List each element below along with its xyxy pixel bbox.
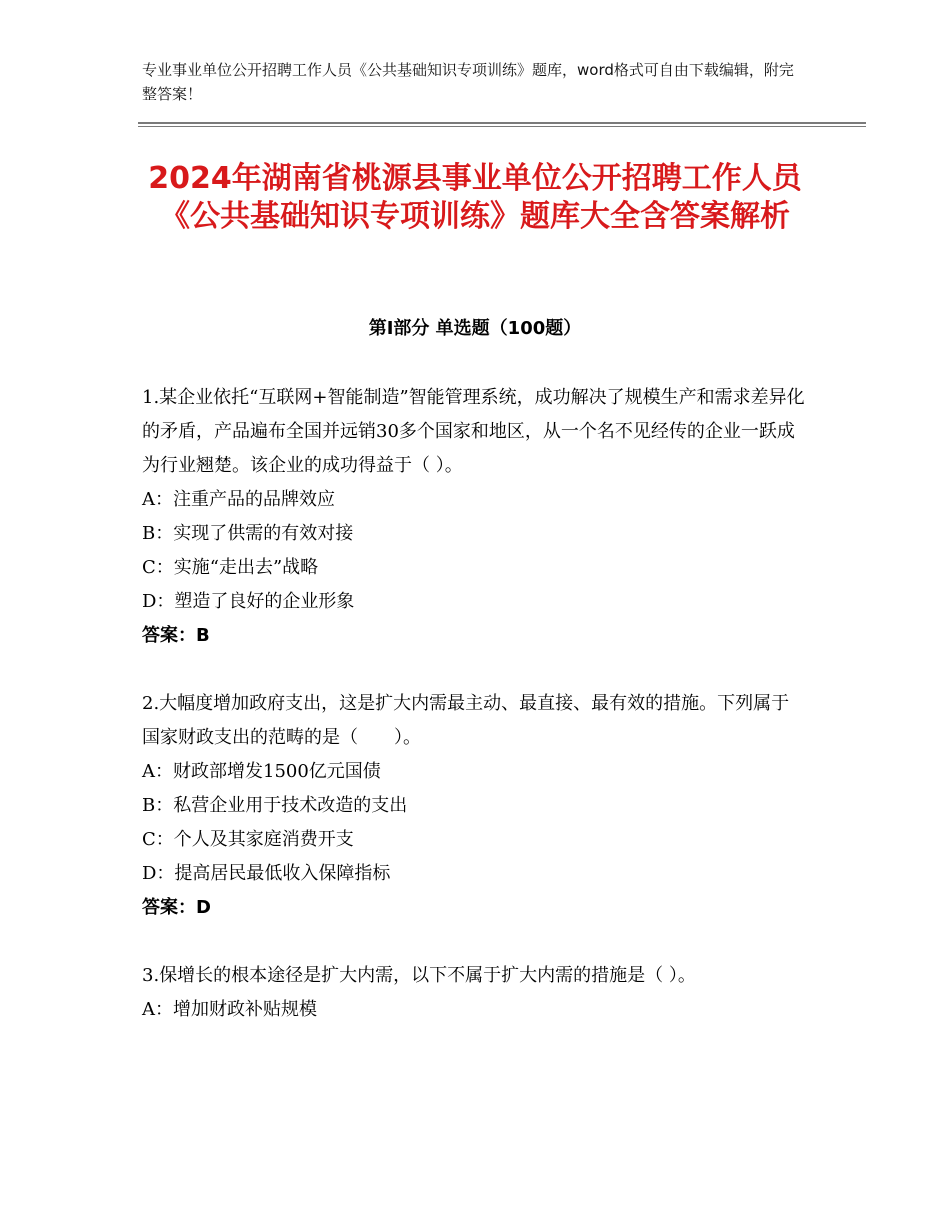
answer-label: 答案：D — [142, 897, 211, 918]
question-list — [142, 381, 807, 1061]
question-stem: 2.大幅度增加政府支出，这是扩大内需最主动、最直接、最有效的措施。下列属于国家财政支出的范畴的是（ ）。 — [142, 693, 790, 748]
header-divider — [138, 122, 866, 124]
question-stem: 3.保增长的根本途径是扩大内需，以下不属于扩大内需的措施是（ ）。 — [142, 965, 696, 986]
option-d: D：提高居民最低收入保障指标 — [142, 863, 391, 884]
header-note: 专业事业单位公开招聘工作人员《公共基础知识专项训练》题库，word格式可自由下载编辑，附完整答案！ — [142, 61, 794, 103]
section-heading: 第Ⅰ部分 单选题（100题） — [368, 318, 582, 339]
question-stem: 1.某企业依托“互联网+智能制造”智能管理系统，成功解决了规模生产和需求差异化的矛盾，产品遍布全国并远销30多个国家和地区，从一个名不见经传的企业一跃成为行业翘楚。该企业的成功得益于（ ）。 — [142, 387, 805, 476]
answer-label: 答案：B — [142, 625, 210, 646]
question-3 — [142, 959, 807, 1027]
header-divider-thin — [138, 126, 866, 127]
question-2 — [142, 687, 807, 925]
option-b: B：私营企业用于技术改造的支出 — [142, 795, 408, 816]
option-d: D：塑造了良好的企业形象 — [142, 591, 355, 612]
option-c: C：个人及其家庭消费开支 — [142, 829, 354, 850]
option-a: A：财政部增发1500亿元国债 — [142, 761, 381, 782]
option-c: C：实施“走出去”战略 — [142, 557, 319, 578]
option-a: A：注重产品的品牌效应 — [142, 489, 335, 510]
option-a: A：增加财政补贴规模 — [142, 999, 317, 1020]
option-b: B：实现了供需的有效对接 — [142, 523, 354, 544]
question-1 — [142, 381, 807, 653]
document-title: 2024年湖南省桃源县事业单位公开招聘工作人员《公共基础知识专项训练》题库大全含答案解析 — [148, 161, 802, 234]
